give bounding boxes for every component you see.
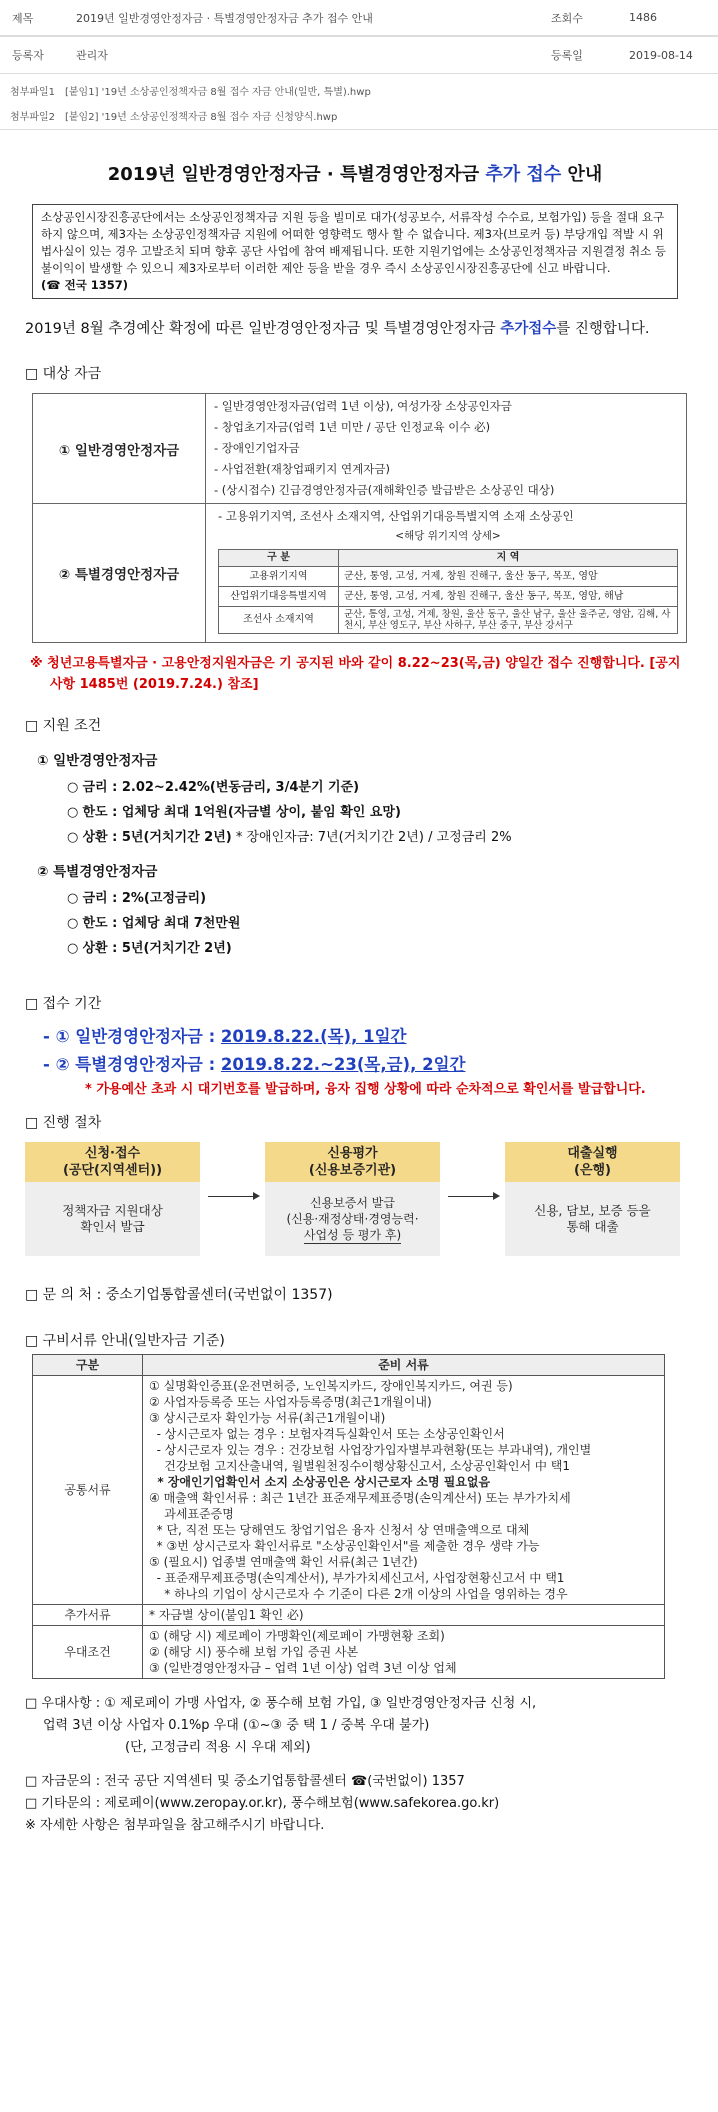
page-title: 2019년 일반경영안정자금 · 특별경영안정자금 추가 접수 안내 (107, 164, 603, 185)
row-label: 추가서류 (33, 1605, 143, 1626)
attachment-link[interactable]: [붙임1] '19년 소상공인정책자금 8월 접수 자금 안내(일반, 특별).hwp (65, 86, 371, 98)
youth-fund-warning: ※ 청년고용특별자금 · 고용안정지원자금은 기 공지된 바와 같이 8.22~23(목,금) 양일간 접수 진행합니다. [공지사항 1485번 (2019.7.24.) 참조] (30, 656, 681, 692)
meta-row-author (0, 36, 718, 74)
arrow-right-icon (448, 1196, 498, 1197)
column-header: 준비 서류 (143, 1355, 665, 1376)
broker-warning-text: 소상공인시장진흥공단에서는 소상공인정책자금 지원 등을 빌미로 대가(성공보수, 서류작성 수수료, 보험가입) 등을 절대 요구하지 않으며, 제3자는 소상공인정책자금 지원에 어떠한 영향력도 행사 할 수 없습니다. 제3자(브로커 등) 부당개입 적발 시 위법사실이 있는 경우 고발조치 되며 향후 공단 사업에 참여 배제됩니다. 또한 지원기업에는 소상공인정책자금 지원결정 취소 등 불이익이 발생할 수 있으니 제3자로부터 이러한 제안 등을 받을 경우 즉시 소상공인시장진흥공단에 신고 바랍니다. (41, 210, 667, 275)
process-step: 대출실행 (은행) 신용, 담보, 보증 등을 통해 대출 (505, 1142, 680, 1256)
region-caption: <해당 위기지역 상세> (395, 530, 501, 542)
list-item: - (상시접수) 긴급경영안정자금(재해확인증 발급받은 소상공인 대상) (214, 483, 555, 497)
region-type: 조선사 소재지역 (219, 607, 339, 634)
region-header: 지 역 (339, 550, 678, 567)
attachment-row-2 (0, 102, 718, 130)
target-items-general (206, 394, 687, 504)
documents-table (32, 1354, 665, 1679)
region-list: 군산, 통영, 고성, 거제, 창원 진해구, 울산 동구, 목포, 영암, 해남 (339, 587, 678, 607)
list-item: ○ 상환 : 5년(거치기간 2년) * 장애인자금: 7년(거치기간 2년) / 고정금리 2% (67, 830, 512, 845)
views-label: 조회수 (551, 11, 583, 25)
list-item: ○ 한도 : 업체당 최대 1억원(자금별 상이, 붙임 확인 요망) (67, 805, 401, 820)
notice-body (25, 150, 685, 1837)
closing-note: ※ 자세한 사항은 첨부파일을 참고해주시기 바랍니다. (25, 1818, 325, 1833)
funds-inquiry: □ 자금문의 : 전국 공단 지역센터 및 중소기업통합콜센터 ☎(국번없이) 1357 (25, 1774, 465, 1789)
receipt-special: - ② 특별경영안정자금 : 2019.8.22.~23(목,금), 2일간 (43, 1055, 466, 1074)
process-heading: □ 진행 절차 (25, 1115, 102, 1131)
pref-docs-list: ① (해당 시) 제로페이 가맹확인(제로페이 가맹현황 조회) ② (해당 시) 풍수해 보험 가입 증권 사본 ③ (일반경영안정자금 – 업력 1년 이상) 업력 3년 이상 업체 (143, 1626, 665, 1679)
receipt-heading: □ 접수 기간 (25, 996, 102, 1012)
attachment-label: 첨부파일1 (10, 86, 56, 98)
table-row (219, 607, 678, 634)
region-list: 군산, 통영, 고성, 거제, 창원, 울산 동구, 울산 남구, 울산 울주군, 영암, 김해, 사천시, 부산 영도구, 부산 사하구, 부산 중구, 부산 강서구 (339, 607, 678, 634)
list-item: - 고용위기지역, 조선사 소재지역, 산업위기대응특별지역 소재 소상공인 (218, 509, 574, 523)
table-row (33, 1605, 665, 1626)
common-docs-list: ① 실명확인증표(운전면허증, 노인복지카드, 장애인복지카드, 여권 등) ② 사업자등록증 또는 사업자등록증명(최근1개월이내) ③ 상시근로자 확인가능 서류(최근1개월이내) - 상시근로자 없는 경우 : 보험자격득실확인서 또는 소상공인확인서 - 상시근로자 있는 경우 : 건강보험 사업장가입자별부과현황(또는 부과내역), 개인별 건강보험 고지산출내역, 월별원천징수이행상황신고서, 소상공인확인서 中 택1 * 장애인기업확인서 소지 소상공인은 상시근로자 소명 필요없음 ④ 매출액 확인서류 : 최근 1년간 표준재무제표증명(손익계산서) 또는 부가가치세 과세표준증명 * 단, 직전 또는 당해연도 창업기업은 융자 신청서 상 연매출액으로 대체 * ③번 상시근로자 확인서류로 "소상공인확인서"를 제출한 경우 생략 가능 ⑤ (필요시) 업종별 연매출액 확인 서류(최근 1년간) - 표준재무제표증명(손익계산서), 부가가치세신고서, 사업장현황신고서 中 택1 * 하나의 기업이 상시근로자 수 기준이 다른 2개 이상의 사업을 영위하는 경우 (143, 1376, 665, 1605)
conditions-general-title: ① 일반경영안정자금 (37, 753, 158, 769)
broker-warning-box (32, 204, 678, 299)
list-item: ○ 한도 : 업체당 최대 7천만원 (67, 916, 241, 931)
region-type: 산업위기대응특별지역 (219, 587, 339, 607)
target-category-general: ① 일반경영안정자금 (33, 394, 206, 504)
list-item: ○ 상환 : 5년(거치기간 2년) (67, 941, 232, 956)
column-header: 구분 (33, 1355, 143, 1376)
target-row-special (33, 504, 687, 643)
table-row (219, 587, 678, 607)
target-items-special (206, 504, 687, 643)
region-table (218, 549, 678, 634)
subject-label: 제목 (12, 11, 34, 25)
region-type: 고용위기지역 (219, 567, 339, 587)
conditions-heading: □ 지원 조건 (25, 718, 102, 734)
attachment-link[interactable]: [붙임2] '19년 소상공인정책자금 8월 접수 자금 신청양식.hwp (65, 112, 338, 123)
list-item: - 장애인기업자금 (214, 441, 300, 455)
lead-paragraph: 2019년 8월 추경예산 확정에 따른 일반경영안정자금 및 특별경영안정자금 추가접수를 진행합니다. (25, 321, 650, 337)
target-table (32, 393, 687, 643)
target-category-special: ② 특별경영안정자금 (33, 504, 206, 643)
inquiry-line: □ 문 의 처 : 중소기업통합콜센터(국번없이 1357) (25, 1287, 333, 1303)
list-item: - 일반경영안정자금(업력 1년 이상), 여성가장 소상공인자금 (214, 399, 512, 413)
process-flow (25, 1142, 680, 1256)
region-header: 구 분 (219, 550, 339, 567)
row-label: 공통서류 (33, 1376, 143, 1605)
extra-docs: * 자금별 상이(붙임1 확인 必) (143, 1605, 665, 1626)
list-item: ○ 금리 : 2.02~2.42%(변동금리, 3/4분기 기준) (67, 780, 360, 795)
target-row-general (33, 394, 687, 504)
target-heading: □ 대상 자금 (25, 366, 102, 382)
meta-row-subject (0, 0, 718, 36)
row-label: 우대조건 (33, 1626, 143, 1679)
preference-line-3: (단, 고정금리 적용 시 우대 제외) (125, 1740, 311, 1755)
subject-value: 2019년 일반경영안정자금 · 특별경영안정자금 추가 접수 안내 (76, 11, 373, 25)
preference-line-2: 업력 3년 이상 사업자 0.1%p 우대 (①~③ 중 택 1 / 중복 우대 불가) (43, 1718, 430, 1733)
region-list: 군산, 통영, 고성, 거제, 창원 진해구, 울산 동구, 목포, 영암 (339, 567, 678, 587)
date-label: 등록일 (551, 49, 583, 62)
process-step: 신청·접수 (공단(지역센터)) 정책자금 지원대상 확인서 발급 (25, 1142, 200, 1256)
author-label: 등록자 (12, 49, 44, 62)
author-value: 관리자 (76, 49, 108, 62)
date-value: 2019-08-14 (629, 48, 693, 62)
other-inquiry: □ 기타문의 : 제로페이(www.zeropay.or.kr), 풍수해보험(www.safekorea.go.kr) (25, 1796, 500, 1811)
list-item: - 창업초기자금(업력 1년 미만 / 공단 인정교육 이수 必) (214, 420, 491, 434)
receipt-note: * 가용예산 초과 시 대기번호를 발급하며, 융자 집행 상황에 따라 순차적으로 확인서를 발급합니다. (85, 1082, 646, 1097)
attachment-label: 첨부파일2 (10, 112, 56, 123)
broker-warning-phone: (☎ 전국 1357) (41, 278, 129, 292)
views-value: 1486 (629, 11, 657, 24)
list-item: ○ 금리 : 2%(고정금리) (67, 891, 207, 906)
attachment-row-1 (0, 76, 718, 104)
documents-heading: □ 구비서류 안내(일반자금 기준) (25, 1333, 225, 1349)
table-row (33, 1626, 665, 1679)
list-item: - 사업전환(재창업패키지 연계자금) (214, 462, 390, 476)
table-row (219, 567, 678, 587)
receipt-general: - ① 일반경영안정자금 : 2019.8.22.(목), 1일간 (43, 1027, 407, 1046)
table-row (33, 1376, 665, 1605)
conditions-special-title: ② 특별경영안정자금 (37, 864, 158, 880)
preference-line-1: □ 우대사항 : ① 제로페이 가맹 사업자, ② 풍수해 보험 가입, ③ 일반경영안정자금 신청 시, (25, 1696, 537, 1711)
process-step: 신용평가 (신용보증기관) 신용보증서 발급 (신용·재정상태·경영능력· 사업성 등 평가 후) (265, 1142, 440, 1256)
arrow-right-icon (208, 1196, 258, 1197)
